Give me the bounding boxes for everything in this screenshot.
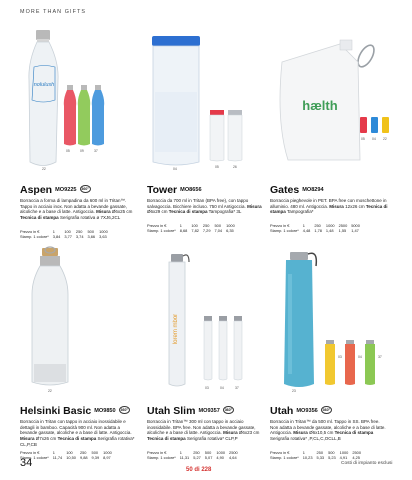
svg-text:lorem mbor: lorem mbor xyxy=(173,313,179,345)
price-table: Prezzo in € 1 100 250 500 1000 Stamp. 1 colore* 8,68 7,82 7,29 7,04 6,35 xyxy=(147,223,235,233)
price-table: Prezzo in € 1 250 500 1000 2500 Stamp. 1 colore* 10,23 5,33 5,23 4,91 4,25 xyxy=(270,450,361,460)
gates-pouch-image xyxy=(270,22,390,172)
360-badge: 360° xyxy=(81,187,89,191)
svg-text:04: 04 xyxy=(173,167,177,171)
svg-text:22: 22 xyxy=(48,389,52,393)
product-description: Borraccia in Tritan™ 300 ml con tappo in acciaio inossidabile. BPA free. Non adatta a bevande gassate, alcoliche e a base di latte. Antigoccia. Misura Ø6x23 cm Tecnica di stampa Serigrafia rotativa* CLP,P xyxy=(147,419,260,442)
svg-text:03: 03 xyxy=(338,355,342,359)
svg-text:22: 22 xyxy=(42,167,46,171)
tower-bottle-image xyxy=(147,22,267,172)
svg-text:04: 04 xyxy=(220,386,224,390)
svg-text:37: 37 xyxy=(378,355,382,359)
utah-slim-bottle-image xyxy=(147,244,267,394)
price-table: Prezzo in € 1 100 250 500 1000 Stamp. 1 colore* 3,84 3,77 3,74 3,66 3,63 xyxy=(20,229,108,239)
svg-text:hælth: hælth xyxy=(302,98,338,113)
svg-text:22: 22 xyxy=(383,137,387,141)
svg-text:26: 26 xyxy=(233,165,237,169)
utah-bottle-image xyxy=(270,244,390,394)
product-description: Borraccia pieghevole in PET. BPA free con moschettone in alluminio. 480 ml. Antigoccia. Misura 12x26 cm Tecnica di stampa Tampografia* xyxy=(270,198,388,215)
svg-text:37: 37 xyxy=(94,149,98,153)
product-description: Borraccia in Tritan con tappo in acciaio inossidabile e dettagli in bamboo. Capacità 900 ml. Non adatta a bevande gassate, alcoliche e a base di latte. Antigoccia. Misura Ø7x26 cm Tecnica di stampa Serigrafia rotativa* CL,P,CB xyxy=(20,419,135,447)
product-title: Aspen MO9225 360° xyxy=(20,184,89,196)
helsinki-bottle-image xyxy=(20,244,140,394)
product-description: Borraccia da 700 ml in Tritan (BPA free), con tappo salvagoccia. Bicchiere incluso. 750 ml Antigoccia. Misura Ø6x29 cm Tecnica di stampa Tampografia* 3L xyxy=(147,198,262,215)
product-title: Utah Slim MO9357 360° xyxy=(147,405,233,417)
price-table: Prezzo in € 1 250 500 1000 2500 Stamp. 1 colore* 11,31 5,27 5,07 4,90 4,64 xyxy=(147,450,238,460)
product-description: Borraccia in Tritan™ da 500 ml. Tappo in SS. BPA free. Non adatta a bevande gassate, alcoliche e a base di latte. Antigoccia. Misura Ø6x10,5 cm Tecnica di stampa Serigrafia rotativa* ,P,CL,C,OCLL,B xyxy=(270,419,386,442)
product-title: Gates MO8294 xyxy=(270,184,324,196)
product-title: Helsinki Basic MO9850 360° xyxy=(20,405,128,417)
360-badge: 360° xyxy=(322,408,331,412)
page-section-header: MORE THAN GIFTS xyxy=(20,9,87,15)
svg-text:05: 05 xyxy=(361,137,365,141)
footer-note: Costi di impianto esclusi xyxy=(341,461,393,466)
svg-text:37: 37 xyxy=(235,386,239,390)
svg-text:04: 04 xyxy=(372,137,376,141)
svg-text:23: 23 xyxy=(292,389,296,393)
page-number: 34 xyxy=(20,457,33,469)
price-table: Prezzo in € 1 250 1000 2500 5000 Stamp. 1 colore* 4,48 1,78 1,48 1,55 1,47 xyxy=(270,223,360,233)
svg-text:05: 05 xyxy=(66,149,70,153)
svg-text:05: 05 xyxy=(215,165,219,169)
360-badge: 360° xyxy=(120,408,128,412)
svg-text:nolulush: nolulush xyxy=(33,82,55,88)
page-of-indicator[interactable]: 50 di 228 xyxy=(186,467,212,473)
product-description: Borraccia a forma di lampadina da 600 ml in Tritan™. Tappo in acciaio inox. Non adatta a bevande gassate, alcoliche e a base di latte. Antigoccia. Misura Ø6x25 cm Tecnica di stampa Serigrafia rotativa ø 7XJ6,2CL xyxy=(20,198,133,221)
svg-text:04: 04 xyxy=(358,355,362,359)
svg-text:09: 09 xyxy=(80,149,84,153)
product-title: Utah MO9356 360° xyxy=(270,405,331,417)
product-title: Tower MO8656 xyxy=(147,184,202,196)
price-table: Prezzo in € 1 100 250 500 1000 Stamp. 1 colore* 11,74 10,50 9,88 9,39 8,97 xyxy=(20,450,112,460)
aspen-bottle-image xyxy=(20,22,140,172)
360-badge: 360° xyxy=(224,408,233,412)
svg-text:03: 03 xyxy=(205,386,209,390)
